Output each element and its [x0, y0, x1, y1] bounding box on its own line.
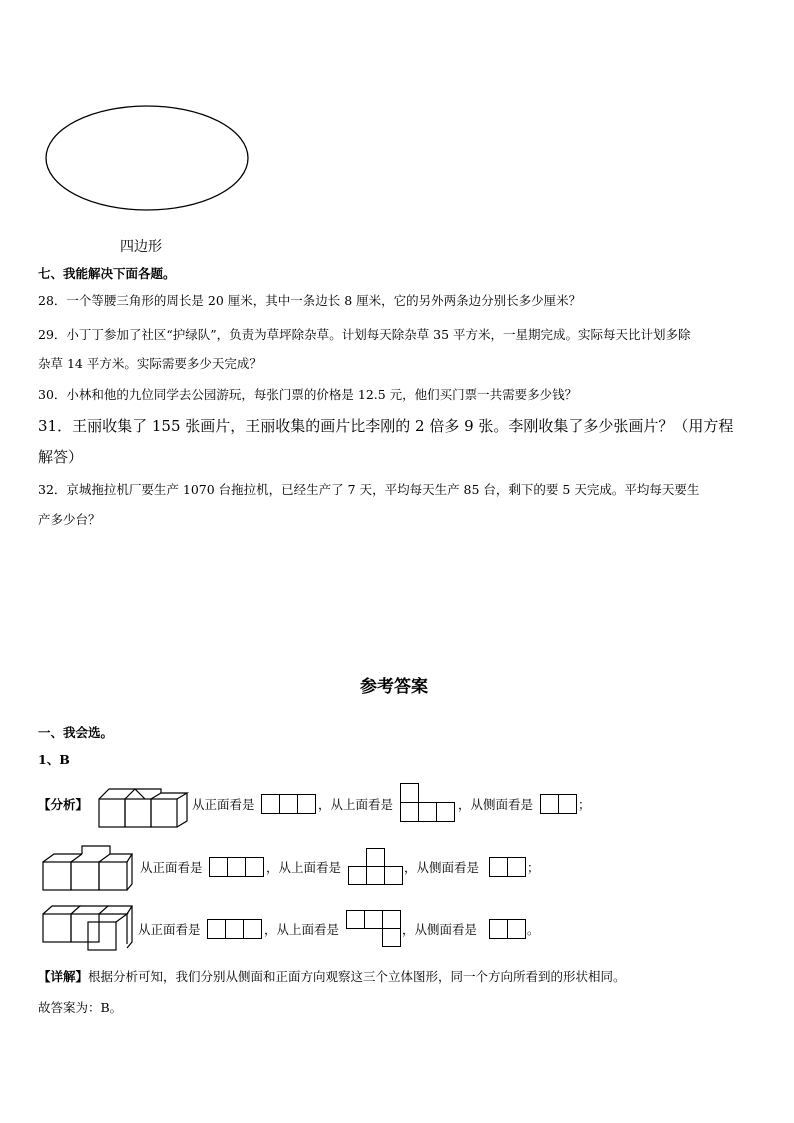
front-view-label-2: 从正面看是 [140, 860, 203, 875]
view-cell [348, 866, 367, 885]
view-cell [436, 802, 455, 822]
question-30: 30．小林和他的九位同学去公园游玩，每张门票的价格是 12.5 元，他们买门票一共需要多少钱？ [38, 387, 578, 402]
view-cell [245, 857, 264, 877]
side-view-label-3: ，从侧面看是 [402, 922, 478, 937]
view-cell [297, 794, 316, 814]
side-view-label-2: ，从侧面看是 [404, 860, 480, 875]
view-cell [279, 794, 298, 814]
view-cell [384, 866, 403, 885]
answers-section-1-heading: 一、我会选。 [38, 725, 114, 740]
question-32-line-2: 产多少台？ [38, 512, 101, 527]
question-31-line-2: 解答） [38, 448, 84, 466]
view-cell [489, 857, 508, 877]
view-cell [507, 919, 526, 939]
view-cell [400, 802, 419, 822]
view-cell [382, 928, 401, 947]
conclusion: 故答案为：B。 [38, 1000, 123, 1015]
view-cell [540, 794, 559, 814]
top-view-label-2: ，从上面看是 [266, 860, 342, 875]
view-cell [364, 910, 383, 929]
view-cell [366, 848, 385, 867]
front-view-label-1: 从正面看是 [192, 797, 255, 812]
view-cell [243, 919, 262, 939]
question-29-line-2: 杂草 14 平方米。实际需要多少天完成？ [38, 356, 262, 371]
solid-figure-2 [42, 844, 134, 892]
view-cell [489, 919, 508, 939]
view-cell [261, 794, 280, 814]
view-cell [366, 866, 385, 885]
question-29-line-1: 29．小丁丁参加了社区“护绿队”，负责为草坪除杂草。计划每天除杂草 35 平方米，一星期完成。实际每天比计划多除 [38, 327, 691, 342]
view-cell [227, 857, 246, 877]
period-3: 。 [527, 922, 540, 937]
view-cell [400, 783, 419, 803]
view-cell [507, 857, 526, 877]
semicolon-1: ； [578, 797, 591, 812]
answer-1: 1、B [38, 752, 70, 767]
detail-label: 【详解】 [38, 969, 89, 984]
view-cell [225, 919, 244, 939]
section-7-heading: 七、我能解决下面各题。 [38, 266, 176, 281]
view-cell [209, 857, 228, 877]
question-31-line-1: 31．王丽收集了 155 张画片，王丽收集的画片比李刚的 2 倍多 9 张。李刚收集了多少张画片？（用方程 [38, 417, 734, 435]
side-view-label-1: ，从侧面看是 [458, 797, 534, 812]
view-cell [418, 802, 437, 822]
view-cell [558, 794, 577, 814]
question-32-line-1: 32．京城拖拉机厂要生产 1070 台拖拉机，已经生产了 7 天，平均每天生产 85 台，剩下的要 5 天完成。平均每天要生 [38, 482, 700, 497]
detail-text: 根据分析可知，我们分别从侧面和正面方向观察这三个立体图形，同一个方向所看到的形状相同。 [88, 969, 626, 984]
figure-caption: 四边形 [120, 239, 162, 255]
view-cell [207, 919, 226, 939]
detail-paragraph [38, 967, 626, 985]
question-28: 28．一个等腰三角形的周长是 20 厘米，其中一条边长 8 厘米，它的另外两条边分别长多少厘米？ [38, 293, 582, 308]
view-cell [382, 910, 401, 929]
solid-figure-1 [98, 786, 190, 830]
analysis-label: 【分析】 [38, 797, 89, 812]
semicolon-2: ； [527, 860, 540, 875]
top-view-label-1: ，从上面看是 [318, 797, 394, 812]
top-view-label-3: ，从上面看是 [264, 922, 340, 937]
ellipse-figure [44, 104, 252, 212]
solid-figure-3 [42, 904, 134, 952]
view-cell [346, 910, 365, 929]
answers-title: 参考答案 [360, 677, 428, 697]
front-view-label-3: 从正面看是 [138, 922, 201, 937]
